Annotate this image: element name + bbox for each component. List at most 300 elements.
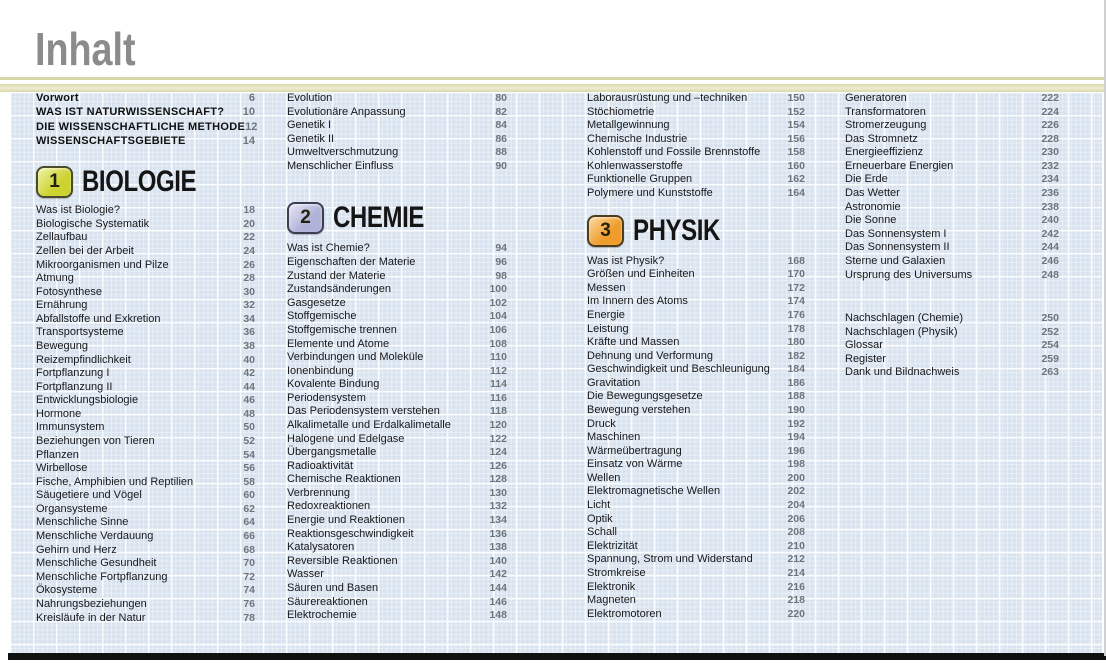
toc-entry-label: Leistung [587, 322, 629, 335]
toc-entry [36, 584, 255, 598]
toc-entry-label: Übergangsmetalle [287, 446, 377, 459]
toc-column [845, 92, 1059, 380]
toc-entry-page-number: 220 [787, 607, 805, 620]
toc-entry [36, 571, 255, 585]
toc-entry [287, 119, 507, 133]
toc-entry-label: Maschinen [587, 431, 641, 444]
toc-entry-label: Stoffgemische trennen [287, 323, 397, 336]
toc-entry-page-number: 70 [243, 557, 255, 570]
toc-entry-label: Magneten [587, 594, 636, 607]
toc-entry-label: Das Sonnensystem I [845, 227, 947, 240]
toc-entry [587, 336, 805, 350]
section-title: PHYSIK [633, 213, 720, 247]
toc-entry-label: Menschliche Gesundheit [36, 557, 157, 570]
toc-entry-label: Menschliche Sinne [36, 516, 129, 529]
toc-entry-label: Funktionelle Gruppen [587, 173, 693, 186]
toc-entry-label: Zellaufbau [36, 231, 88, 244]
toc-entry [287, 351, 507, 365]
toc-entry [287, 133, 507, 147]
toc-entry-label: Katalysatoren [287, 541, 355, 554]
toc-entry [36, 435, 255, 449]
toc-entry [587, 363, 805, 377]
toc-entry-page-number: 180 [787, 336, 805, 349]
toc-entry-label: Wärmeübertragung [587, 444, 682, 457]
toc-entry-list [845, 312, 1059, 380]
toc-entry [845, 366, 1059, 380]
toc-entry-page-number: 242 [1041, 227, 1059, 240]
toc-column [587, 92, 805, 621]
toc-entry [36, 503, 255, 517]
toc-entry-page-number: 56 [243, 462, 255, 475]
toc-entry-page-number: 32 [243, 299, 255, 312]
toc-entry-page-number: 6 [248, 92, 255, 104]
toc-entry [845, 312, 1059, 326]
toc-entry [587, 431, 805, 445]
toc-entry-page-number: 190 [787, 403, 805, 416]
toc-entry-label: Entwicklungsbiologie [36, 394, 139, 407]
toc-entry-list [36, 204, 255, 625]
toc-entry [587, 295, 805, 309]
toc-entry-page-number: 98 [495, 269, 507, 282]
toc-entry [287, 568, 507, 582]
toc-entry-page-number: 172 [787, 281, 805, 294]
toc-entry-page-number: 168 [787, 254, 805, 267]
toc-entry-label: Chemische Industrie [587, 132, 688, 145]
toc-entry-page-number: 102 [489, 296, 507, 309]
toc-entry-label: Einsatz von Wärme [587, 458, 683, 471]
toc-entry-page-number: 22 [243, 231, 255, 244]
toc-entry-label: Register [845, 352, 886, 365]
toc-entry-label: Glossar [845, 339, 883, 352]
toc-entry-label: Kräfte und Massen [587, 336, 680, 349]
toc-entry [587, 567, 805, 581]
toc-entry-label: Menschlicher Einfluss [287, 159, 394, 172]
toc-entry-list [287, 92, 507, 173]
toc-entry-label: Säuren und Basen [287, 581, 379, 594]
toc-entry-label: Transformatoren [845, 105, 926, 118]
toc-entry [845, 160, 1059, 174]
toc-entry-label: Ökosysteme [36, 584, 98, 597]
toc-entry [287, 256, 507, 270]
page-bottom-edge [8, 653, 1106, 660]
divider-rule-thick [0, 84, 1106, 92]
toc-entry-label: Biologische Systematik [36, 217, 150, 230]
toc-entry-label: Elektronik [587, 580, 636, 593]
toc-entry-label: Atmung [36, 272, 74, 285]
toc-entry-label: Elektrizität [587, 539, 638, 552]
toc-entry [36, 326, 255, 340]
toc-entry [587, 458, 805, 472]
toc-entry [36, 259, 255, 273]
toc-entry-label: Genetik II [287, 132, 335, 145]
toc-entry-label: Gehirn und Herz [36, 543, 117, 556]
toc-entry-label: Nachschlagen (Physik) [845, 325, 958, 338]
toc-entry [587, 377, 805, 391]
toc-entry-page-number: 150 [787, 92, 805, 104]
toc-entry-label: Druck [587, 417, 616, 430]
divider-rule-thin [0, 77, 1106, 80]
toc-entry [36, 530, 255, 544]
toc-entry-label: Fortpflanzung I [36, 367, 110, 380]
toc-entry [845, 187, 1059, 201]
toc-entry-page-number: 238 [1041, 200, 1059, 213]
toc-entry-page-number: 248 [1041, 268, 1059, 281]
toc-entry [587, 404, 805, 418]
toc-entry-label: Transportsysteme [36, 326, 124, 339]
toc-entry-label: Menschliche Verdauung [36, 530, 154, 543]
toc-entry [287, 338, 507, 352]
toc-entry-page-number: 154 [787, 119, 805, 132]
toc-entry [587, 608, 805, 622]
toc-entry [587, 268, 805, 282]
toc-entry-page-number: 142 [489, 568, 507, 581]
toc-entry [587, 526, 805, 540]
toc-entry-label: Wirbellose [36, 462, 88, 475]
toc-entry-page-number: 112 [490, 364, 507, 377]
toc-entry-page-number: 78 [243, 611, 255, 624]
toc-entry-page-number: 84 [495, 119, 507, 132]
toc-entry [287, 528, 507, 542]
toc-entry-label: Energie und Reaktionen [287, 514, 406, 527]
toc-entry [587, 92, 805, 106]
toc-entry-label: Licht [587, 499, 611, 512]
toc-entry [36, 462, 255, 476]
toc-entry-label: Die Erde [845, 173, 888, 186]
toc-entry-page-number: 224 [1041, 105, 1059, 118]
toc-entry-page-number: 214 [787, 566, 805, 579]
toc-entry-page-number: 108 [489, 337, 507, 350]
toc-entry-page-number: 62 [243, 502, 255, 515]
section-header [36, 162, 255, 202]
toc-entry-page-number: 28 [243, 272, 255, 285]
toc-entry [36, 120, 258, 135]
toc-entry [36, 245, 255, 259]
toc-entry-page-number: 244 [1041, 241, 1059, 254]
toc-entry-label: Elektromotoren [587, 607, 662, 620]
toc-entry [587, 472, 805, 486]
toc-entry-page-number: 10 [242, 106, 255, 119]
toc-entry-label: Wellen [587, 471, 621, 484]
toc-entry-label: Messen [587, 281, 626, 294]
toc-entry-page-number: 50 [243, 421, 255, 434]
toc-entry-label: Evolutionäre Anpassung [287, 105, 406, 118]
toc-entry [845, 241, 1059, 255]
toc-entry-label: Nachschlagen (Chemie) [845, 312, 963, 325]
toc-entry-list [287, 242, 507, 622]
toc-entry-page-number: 236 [1041, 187, 1059, 200]
toc-entry-page-number: 176 [787, 308, 805, 321]
toc-entry-page-number: 212 [787, 553, 805, 566]
toc-entry-label: Bewegung verstehen [587, 403, 691, 416]
toc-entry-label: Stromkreise [587, 566, 646, 579]
toc-entry-label: Eigenschaften der Materie [287, 256, 416, 269]
toc-entry [36, 544, 255, 558]
toc-entry [587, 106, 805, 120]
toc-entry-label: Alkalimetalle und Erdalkalimetalle [287, 418, 451, 431]
toc-entry-page-number: 228 [1041, 132, 1059, 145]
toc-entry [845, 133, 1059, 147]
toc-entry [36, 204, 255, 218]
toc-entry-page-number: 58 [243, 475, 255, 488]
toc-entry-page-number: 126 [489, 459, 507, 472]
toc-entry-page-number: 116 [490, 391, 507, 404]
toc-entry-page-number: 210 [787, 539, 805, 552]
toc-entry-label: Astronomie [845, 200, 901, 213]
toc-entry [587, 513, 805, 527]
toc-entry-page-number: 130 [489, 486, 507, 499]
toc-entry-page-number: 196 [787, 444, 805, 457]
toc-entry-list [845, 92, 1059, 282]
toc-entry-label: Verbrennung [287, 486, 350, 499]
toc-entry-page-number: 164 [787, 187, 805, 200]
toc-entry [845, 173, 1059, 187]
toc-entry-page-number: 198 [787, 458, 805, 471]
toc-entry-page-number: 254 [1041, 339, 1059, 352]
toc-entry [36, 516, 255, 530]
toc-entry-page-number: 120 [489, 418, 507, 431]
toc-entry-label: Das Periodensystem verstehen [287, 405, 440, 418]
toc-entry-label: Stromerzeugung [845, 119, 927, 132]
toc-entry [36, 476, 255, 490]
toc-entry [845, 106, 1059, 120]
toc-entry [845, 92, 1059, 106]
toc-entry-label: Bewegung [36, 339, 88, 352]
toc-entry-page-number: 230 [1041, 146, 1059, 159]
page-title: Inhalt [35, 23, 136, 75]
toc-entry-label: Metallgewinnung [587, 119, 670, 132]
toc-entry-label: Dank und Bildnachweis [845, 366, 960, 379]
toc-entry-label: Was ist Chemie? [287, 242, 370, 255]
toc-entry-page-number: 170 [787, 268, 805, 281]
toc-entry [287, 146, 507, 160]
toc-entry-page-number: 204 [787, 499, 805, 512]
toc-entry-label: Elektrochemie [287, 609, 357, 622]
toc-entry-label: Kovalente Bindung [287, 378, 380, 391]
section-header [587, 211, 805, 251]
toc-entry-label: Ernährung [36, 299, 88, 312]
toc-entry-page-number: 14 [242, 134, 255, 147]
toc-entry-page-number: 250 [1041, 312, 1059, 325]
toc-entry [36, 313, 255, 327]
toc-entry-page-number: 218 [787, 594, 805, 607]
front-matter-list [36, 92, 258, 149]
toc-entry-page-number: 88 [495, 146, 507, 159]
toc-entry-page-number: 186 [787, 376, 805, 389]
toc-entry-label: Zustandsänderungen [287, 283, 391, 296]
toc-entry-page-number: 104 [489, 310, 507, 323]
toc-entry-label: Ionenbindung [287, 364, 354, 377]
toc-entry-page-number: 90 [495, 159, 507, 172]
toc-entry-page-number: 128 [489, 473, 507, 486]
toc-entry-list [587, 92, 805, 201]
toc-entry-label: Geschwindigkeit und Beschleunigung [587, 363, 770, 376]
toc-entry [587, 119, 805, 133]
toc-entry-page-number: 86 [495, 132, 507, 145]
toc-entry [36, 557, 255, 571]
toc-entry-page-number: 94 [495, 242, 507, 255]
toc-entry [287, 596, 507, 610]
toc-entry [845, 201, 1059, 215]
toc-entry [587, 255, 805, 269]
toc-entry [287, 487, 507, 501]
toc-entry-page-number: 156 [787, 132, 805, 145]
toc-entry [36, 272, 255, 286]
toc-entry [36, 598, 255, 612]
toc-entry [587, 350, 805, 364]
toc-entry-page-number: 76 [243, 597, 255, 610]
toc-entry-label: Zustand der Materie [287, 269, 386, 282]
section-title: CHEMIE [333, 201, 424, 235]
toc-entry [845, 255, 1059, 269]
toc-entry [36, 612, 255, 626]
toc-entry-page-number: 72 [243, 570, 255, 583]
toc-entry-page-number: 140 [489, 554, 507, 567]
toc-entry-label: Sterne und Galaxien [845, 254, 946, 267]
toc-entry [587, 594, 805, 608]
toc-entry [36, 106, 255, 120]
toc-entry [36, 299, 255, 313]
toc-entry-label: Umweltverschmutzung [287, 146, 399, 159]
section-number-badge: 1 [36, 166, 73, 198]
toc-entry-label: Kreisläufe in der Natur [36, 611, 146, 624]
toc-entry [587, 540, 805, 554]
toc-entry [587, 581, 805, 595]
toc-entry-page-number: 226 [1041, 119, 1059, 132]
toc-entry-page-number: 188 [787, 390, 805, 403]
section-number-badge: 2 [287, 202, 324, 234]
toc-entry [36, 421, 255, 435]
toc-entry [36, 408, 255, 422]
toc-entry-page-number: 30 [243, 285, 255, 298]
toc-entry [587, 390, 805, 404]
toc-entry [287, 106, 507, 120]
toc-entry-page-number: 66 [243, 530, 255, 543]
toc-entry [287, 473, 507, 487]
toc-entry-label: Organsysteme [36, 502, 108, 515]
toc-entry-page-number: 64 [243, 516, 255, 529]
toc-entry-page-number: 222 [1041, 92, 1059, 104]
toc-entry-page-number: 232 [1041, 159, 1059, 172]
toc-entry-label: Die Sonne [845, 214, 897, 227]
toc-entry [36, 449, 255, 463]
toc-entry-page-number: 240 [1041, 214, 1059, 227]
toc-entry-page-number: 134 [489, 514, 507, 527]
toc-entry-page-number: 68 [243, 543, 255, 556]
toc-entry-label: Menschliche Fortpflanzung [36, 570, 168, 583]
toc-entry-label: Immunsystem [36, 421, 105, 434]
toc-entry-page-number: 259 [1041, 352, 1059, 365]
toc-entry-page-number: 80 [495, 92, 507, 104]
toc-entry-page-number: 206 [787, 512, 805, 525]
toc-entry-page-number: 18 [243, 204, 255, 217]
toc-entry [287, 310, 507, 324]
toc-entry-label: Reversible Reaktionen [287, 554, 398, 567]
toc-entry-page-number: 54 [243, 448, 255, 461]
toc-entry-label: Stöchiometrie [587, 105, 655, 118]
toc-entry-page-number: 192 [787, 417, 805, 430]
toc-entry-page-number: 136 [489, 527, 507, 540]
toc-entry [287, 582, 507, 596]
toc-entry-label: Mikroorganismen und Pilze [36, 258, 169, 271]
toc-entry [845, 339, 1059, 353]
toc-entry [36, 367, 255, 381]
toc-entry [845, 214, 1059, 228]
toc-entry-label: Erneuerbare Energien [845, 159, 954, 172]
toc-entry [287, 324, 507, 338]
toc-entry [36, 231, 255, 245]
toc-entry-label: Verbindungen und Moleküle [287, 351, 424, 364]
toc-entry-page-number: 24 [243, 244, 255, 257]
toc-entry-label: WISSENSCHAFTSGEBIETE [36, 134, 186, 147]
toc-entry [36, 92, 255, 106]
toc-entry-label: WAS IST NATURWISSENSCHAFT? [36, 106, 225, 119]
toc-entry [287, 433, 507, 447]
section-number-badge: 3 [587, 215, 624, 247]
toc-entry-label: Radioaktivität [287, 459, 354, 472]
toc-entry [287, 242, 507, 256]
toc-entry-page-number: 48 [243, 407, 255, 420]
toc-entry-page-number: 174 [787, 295, 805, 308]
toc-entry-page-number: 46 [243, 394, 255, 407]
toc-entry-label: Wasser [287, 568, 324, 581]
toc-entry [587, 160, 805, 174]
toc-entry-label: Fische, Amphibien und Reptilien [36, 475, 194, 488]
toc-entry [36, 394, 255, 408]
toc-entry [36, 354, 255, 368]
toc-entry-label: Schall [587, 526, 617, 539]
toc-entry [36, 135, 255, 149]
toc-entry-label: Gasgesetze [287, 296, 346, 309]
toc-entry [287, 514, 507, 528]
toc-entry [845, 146, 1059, 160]
section-title: BIOLOGIE [82, 165, 197, 199]
toc-entry [287, 378, 507, 392]
toc-entry [587, 499, 805, 513]
toc-entry [287, 500, 507, 514]
toc-entry [587, 445, 805, 459]
toc-entry-page-number: 162 [787, 173, 805, 186]
toc-entry-page-number: 182 [787, 349, 805, 362]
toc-entry [36, 489, 255, 503]
toc-entry [845, 269, 1059, 283]
toc-entry [845, 353, 1059, 367]
toc-entry-page-number: 138 [489, 541, 507, 554]
toc-entry-label: Hormone [36, 407, 82, 420]
toc-entry [287, 419, 507, 433]
toc-entry-page-number: 100 [489, 283, 507, 296]
toc-entry-page-number: 106 [489, 323, 507, 336]
toc-entry-page-number: 12 [245, 120, 258, 133]
toc-entry-label: Polymere und Kunststoffe [587, 187, 713, 200]
toc-entry-label: Fortpflanzung II [36, 380, 113, 393]
toc-entry [287, 92, 507, 106]
toc-entry-page-number: 184 [787, 363, 805, 376]
toc-entry [287, 365, 507, 379]
toc-entry-label: Reaktionsgeschwindigkeit [287, 527, 414, 540]
toc-entry-page-number: 234 [1041, 173, 1059, 186]
toc-entry-label: Die Bewegungsgesetze [587, 390, 703, 403]
toc-entry-page-number: 246 [1041, 254, 1059, 267]
toc-entry-label: Vorwort [36, 92, 79, 104]
toc-entry [287, 555, 507, 569]
toc-entry [287, 160, 507, 174]
toc-entry-page-number: 26 [243, 258, 255, 271]
toc-entry-list [587, 255, 805, 622]
toc-entry-label: Laborausrüstung und –techniken [587, 92, 748, 104]
toc-entry-page-number: 202 [787, 485, 805, 498]
toc-entry-page-number: 252 [1041, 325, 1059, 338]
toc-entry [587, 485, 805, 499]
